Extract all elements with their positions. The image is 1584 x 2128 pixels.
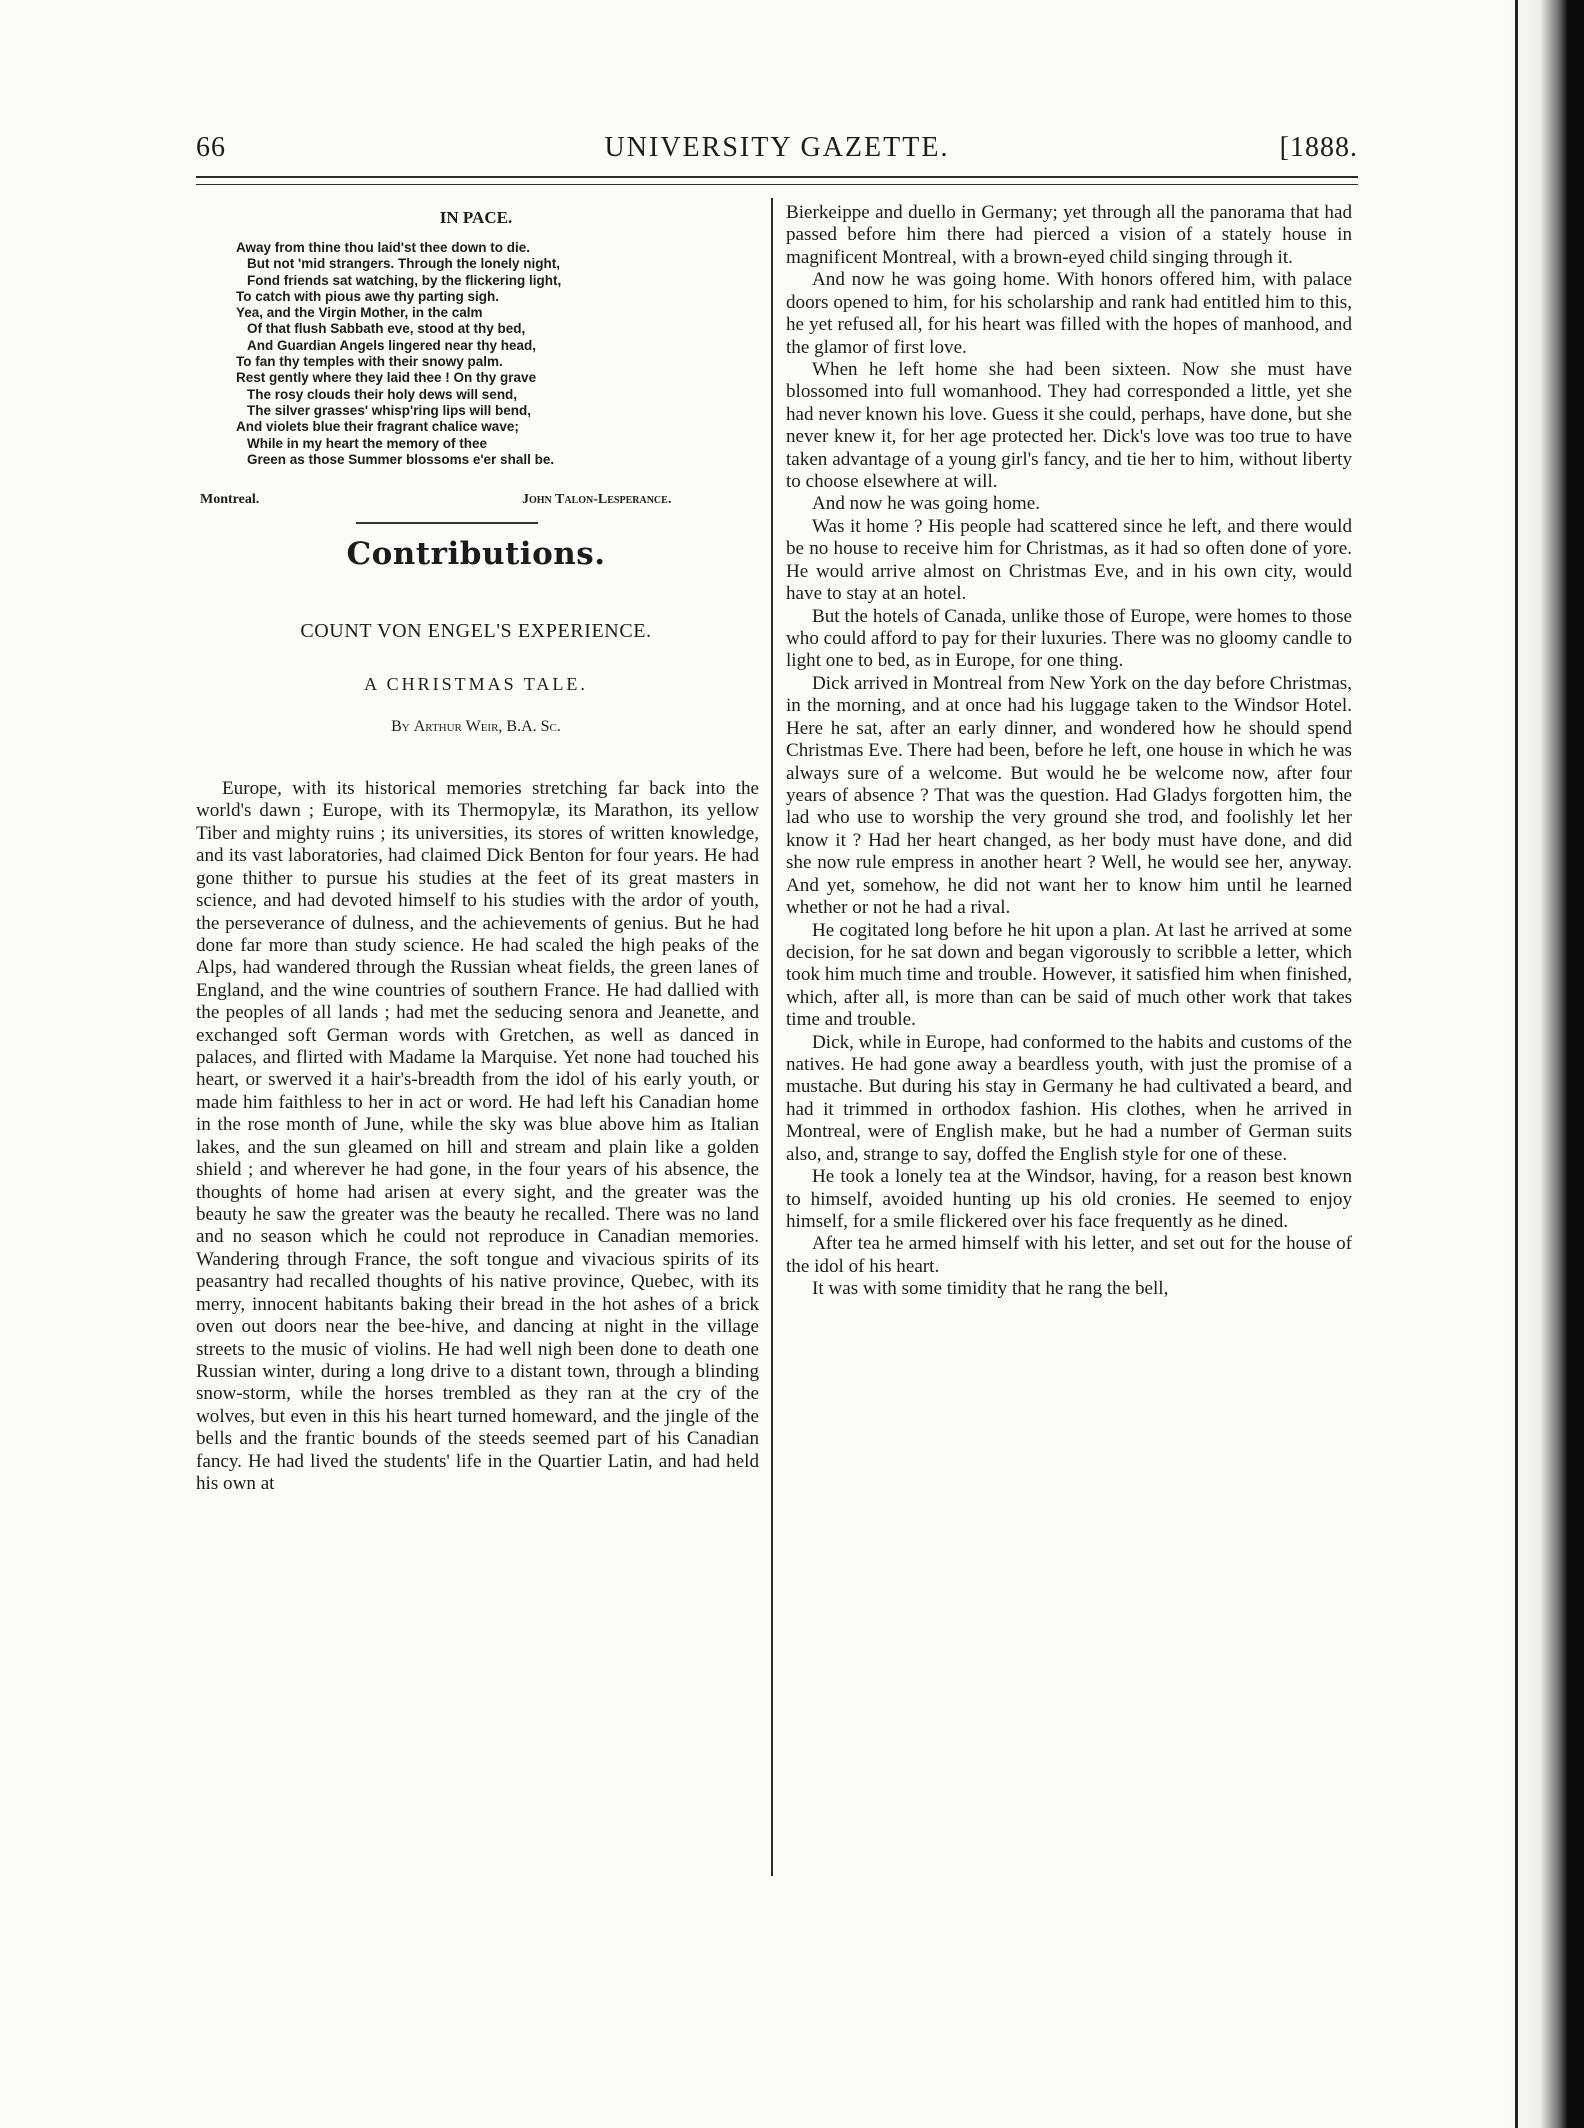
poem-line: Green as those Summer blossoms e'er shall be.	[247, 451, 555, 467]
page-edge-line	[1515, 0, 1518, 2128]
header-rule-bottom	[196, 184, 1358, 185]
story-byline	[196, 718, 756, 736]
paragraph: And now he was going home.	[812, 493, 1041, 515]
story-title: COUNT VON ENGEL'S EXPERIENCE.	[300, 620, 652, 642]
journal-title: UNIVERSITY GAZETTE.	[604, 132, 950, 163]
paragraph: And now he was going home. With honors offered him, with palace doors opened to him, for his scholarship and rank had entitled him to this, he yet refused all, for his heart was filled with the hopes of manhood, and the glamor of first love.	[786, 269, 1352, 358]
paragraph: Dick, while in Europe, had conformed to the habits and customs of the natives. He had gone away a beardless youth, with just the promise of a mustache. But during his stay in Germany he had cultivated a beard, and had it trimmed in orthodox fashion. His clothes, when he arrived in Montreal, were of English make, but he had a number of German suits also, and, strange to say, doffed the English style for one of these.	[786, 1031, 1352, 1165]
poem-line: The silver grasses' whisp'ring lips will bend,	[247, 402, 532, 418]
byline-prefix: By	[391, 718, 410, 735]
paragraph: Dick arrived in Montreal from New York on the day before Christmas, in the morning, and at once had his luggage taken to the Windsor Hotel. Here he sat, after an early dinner, and wondered how he should spend Christmas Eve. There had been, before he left, one house in which he was always sure of a welcome. But would he be welcome now, after four years of absence ? That was the question. Had Gladys forgotten him, the lad who use to worship the very ground she trod, and foolishly let her know it ? Had her heart changed, as her body must have done, and did she now rule empress in another heart ? Well, he would see her, anyway. And yet, somehow, he did not want her to know him until he learned whether or not he had a rival.	[786, 672, 1352, 919]
poem-line: Rest gently where they laid thee ! On thy grave	[236, 370, 537, 386]
poem-line: Of that flush Sabbath eve, stood at thy bed,	[247, 321, 526, 337]
section-heading: Contributions.	[346, 536, 606, 572]
paragraph: Was it home ? His people had scattered since he left, and there would be no house to receive him for Christmas, as it had so often done of yore. He would arrive almost on Christmas Eve, and in his own city, would have to stay at an hotel.	[786, 515, 1352, 605]
poem-line: To catch with pious awe thy parting sigh.	[236, 288, 500, 304]
poem-line: While in my heart the memory of thee	[247, 435, 488, 451]
poem-line: Away from thine thou laid'st thee down to die.	[236, 240, 530, 255]
poem-author: John Talon-Lesperance.	[522, 492, 672, 507]
running-header	[196, 132, 1358, 172]
paragraph: Bierkeippe and duello in Germany; yet through all the panorama that had passed before him there had pierced a vision of a stately house in magnificent Montreal, with a brown-eyed child singing through it.	[786, 202, 1352, 268]
column-divider	[771, 198, 773, 1876]
poem-line: But not 'mid strangers. Through the lonely night,	[247, 256, 560, 272]
poem-line: To fan thy temples with their snowy palm.	[236, 354, 503, 370]
poem-line: Yea, and the Virgin Mother, in the calm	[236, 305, 483, 321]
poem-line: The rosy clouds their holy dews will send,	[247, 386, 518, 402]
paragraph: He cogitated long before he hit upon a plan. At last he arrived at some decision, for he sat down and began vigorously to scribble a letter, which took him much time and trouble. However, it satisfied him when finished, which, after all, is more than can be said of much other work that takes time and trouble.	[786, 919, 1352, 1031]
poem-line: And violets blue their fragrant chalice wave;	[236, 419, 519, 435]
publication-year: [1888.	[1279, 132, 1358, 163]
poem-title: IN PACE.	[439, 208, 513, 227]
section-divider-rule	[356, 522, 538, 524]
paragraph: It was with some timidity that he rang the bell,	[812, 1278, 1169, 1300]
left-column-text	[196, 778, 759, 1496]
poem-line: And Guardian Angels lingered near thy head,	[247, 337, 537, 353]
right-column-text	[786, 202, 1352, 1301]
poem-place: Montreal.	[200, 492, 260, 507]
paragraph: He took a lonely tea at the Windsor, having, for a reason best known to himself, avoided hunting up his old cronies. He seemed to enjoy himself, for a smile flickered over his face frequently as he dined.	[786, 1166, 1352, 1232]
byline-author: Arthur Weir, B.A. Sc.	[413, 718, 561, 735]
paragraph: After tea he armed himself with his letter, and set out for the house of the idol of his heart.	[786, 1233, 1352, 1277]
paragraph: When he left home she had been sixteen. Now she must have blossomed into full womanhood. They had corresponded a little, yet she had never known his love. Guess it she could, perhaps, have done, but she never knew it, for her age protected her. Dick's love was too true to have taken advantage of a young girl's fancy, and tie her to him, without liberty to choose elsewhere at will.	[786, 358, 1352, 493]
poem-body	[236, 240, 756, 468]
paragraph: But the hotels of Canada, unlike those of Europe, were homes to those who could afford to pay for their luxuries. There was no gloomy candle to light one to bed, as in Europe, for one thing.	[786, 605, 1352, 672]
page-number: 66	[196, 132, 226, 163]
story-subtitle: A CHRISTMAS TALE.	[364, 674, 588, 694]
poem-line: Fond friends sat watching, by the flickering light,	[247, 272, 562, 288]
paragraph: Europe, with its historical memories stretching far back into the world's dawn ; Europe, with its Thermopylæ, its Marathon, its yellow Tiber and mighty ruins ; its universities, its stores of written knowledge, and its vast laboratories, had claimed Dick Benton for four years. He had gone thither to pursue his studies at the feet of its great masters in science, and had devoted himself to his studies with the ardor of youth, the perseverance of dulness, and the achievements of genius. But he had done far more than study science. He had scaled the high peaks of the Alps, had wandered through the Russian wheat fields, the green lanes of England, and the wine countries of southern France. He had dallied with the peoples of all lands ; had met the seducing senora and Jeanette, and exchanged soft German words with Gretchen, as well as danced in palaces, and flirted with Madame la Marquise. Yet none had touched his heart, or swerved it a hair's-breadth from the idol of his early youth, or made him faithless to her in act or word. He had left his Canadian home in the rose month of June, while the sky was blue above him as Italian lakes, and the sun gleamed on hill and stream and plain like a golden shield ; and wherever he had gone, in the four years of his absence, the thoughts of home had arisen at every sight, and the greater was the beauty he saw the greater was the beauty he recalled. There was no land and no season which he could not reproduce in Canadian memories. Wandering through France, the soft tongue and vivacious spirits of its peasantry had recalled thoughts of his native province, Quebec, with its merry, innocent habitants baking their bread in the hot ashes of a brick oven out doors near the bee-hive, and dancing at night in the village streets to the music of violins. He had well nigh been done to death one Russian winter, during a long drive to a distant town, through a blinding snow-storm, while the horses trembled as they ran at the cry of the wolves, but even in this his heart turned homeward, and the jingle of the bells and the frantic bounds of the steeds seemed part of his Canadian fancy. He had lived the students' life in the Quartier Latin, and had held his own at	[196, 778, 759, 1495]
header-rule-top	[196, 176, 1358, 178]
